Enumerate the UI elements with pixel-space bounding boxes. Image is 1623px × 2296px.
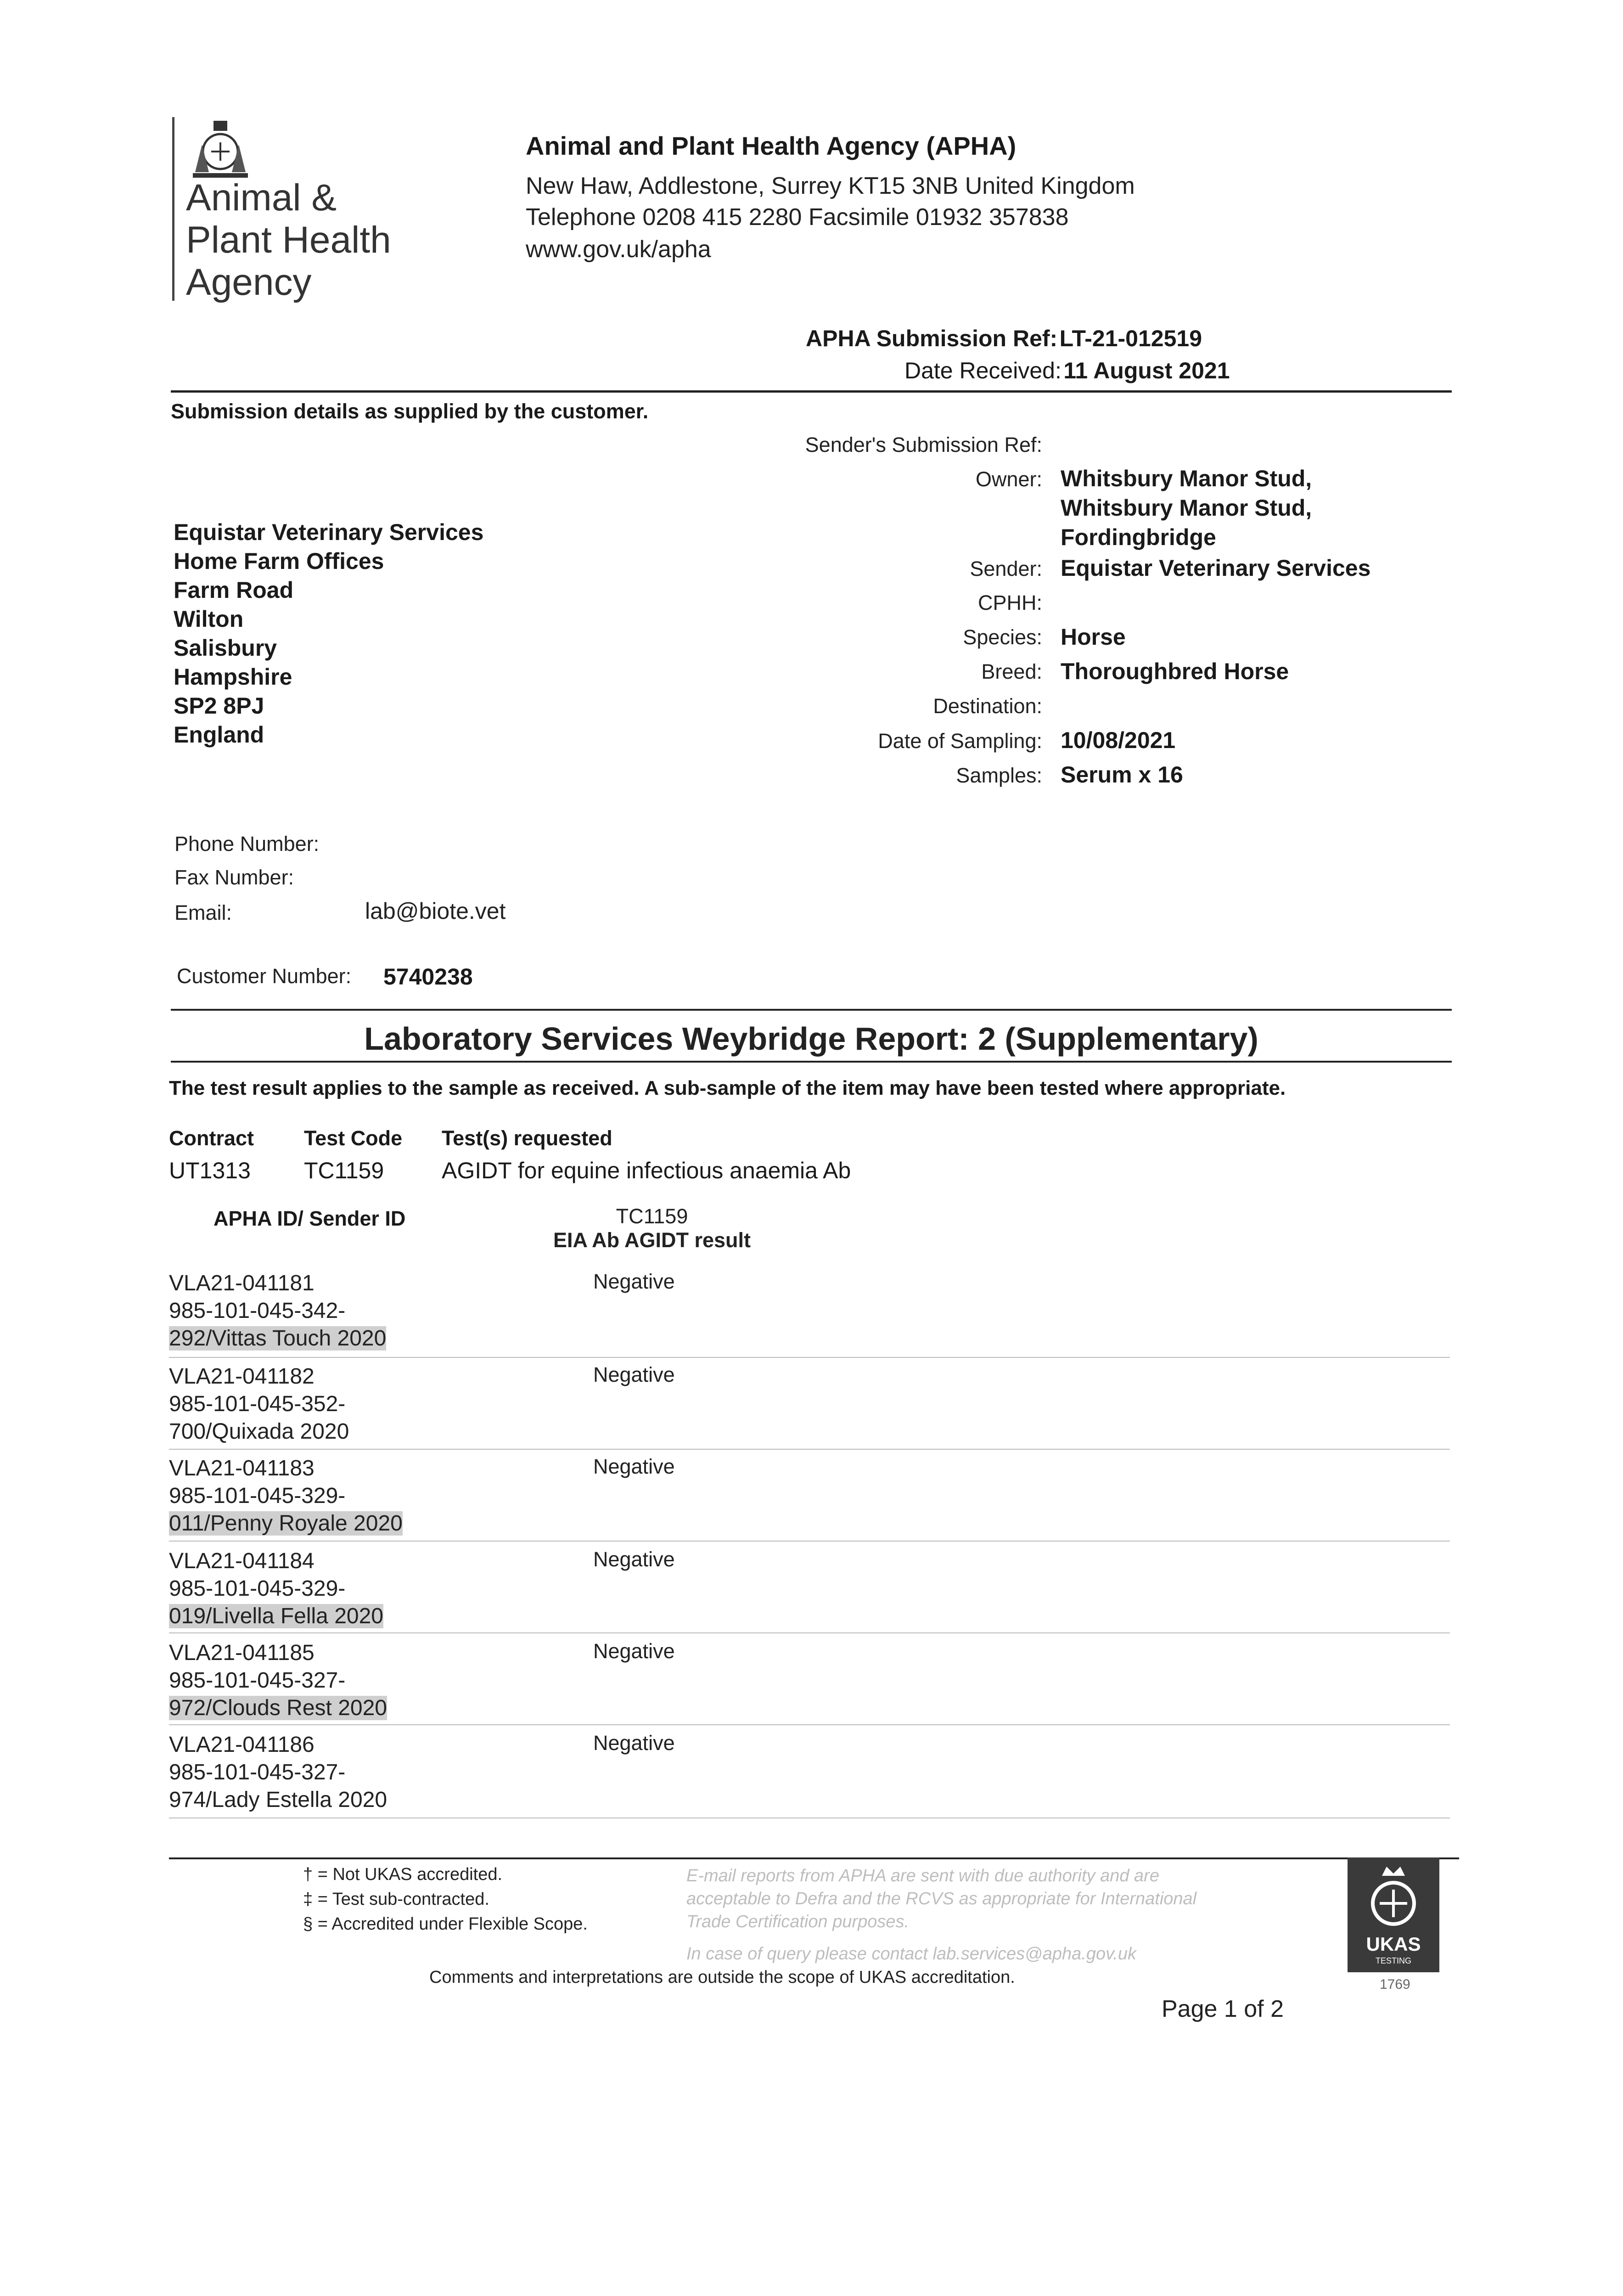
- address-line: Hampshire: [174, 664, 292, 690]
- logo-line: Agency: [186, 261, 312, 303]
- sender-id-line: 292/Vittas Touch 2020: [169, 1326, 387, 1351]
- owner-label: Owner:: [975, 467, 1042, 491]
- customer-note: Submission details as supplied by the customer.: [171, 400, 649, 423]
- breed-label: Breed:: [981, 660, 1042, 683]
- breed-value: Thoroughbred Horse: [1061, 658, 1289, 684]
- table-row: [169, 1455, 403, 1537]
- sender-id-line: 700/Quixada 2020: [169, 1419, 349, 1444]
- agency-name: Animal and Plant Health Agency (APHA): [526, 131, 1016, 160]
- submission-ref-value: LT-21-012519: [1059, 326, 1202, 351]
- note-line: acceptable to Defra and the RCVS as appropriate for International: [686, 1889, 1197, 1908]
- owner-value: [1061, 464, 1312, 552]
- ukas-comments: Comments and interpretations are outside the scope of UKAS accreditation.: [429, 1968, 1015, 1987]
- samples-value: Serum x 16: [1061, 762, 1183, 788]
- result-value: Negative: [593, 1363, 675, 1386]
- sender-id-line: 974/Lady Estella 2020: [169, 1788, 387, 1812]
- owner-line: Whitsbury Manor Stud,: [1061, 466, 1312, 491]
- sampling-date-label: Date of Sampling:: [878, 729, 1042, 753]
- test-code-header: Test Code: [304, 1126, 403, 1150]
- sender-id-line: 985-101-045-342-: [169, 1299, 346, 1323]
- email-label: Email:: [174, 901, 232, 924]
- sender-id-line: 985-101-045-329-: [169, 1484, 346, 1508]
- row-divider: [169, 1541, 1450, 1542]
- ukas-sub-text: TESTING: [1375, 1956, 1411, 1965]
- date-received: [904, 357, 1230, 384]
- address-line: Equistar Veterinary Services: [174, 519, 484, 545]
- royal-crest-icon: [186, 117, 255, 181]
- report-top-rule: [171, 1009, 1452, 1011]
- apha-id: VLA21-041183: [169, 1456, 314, 1480]
- result-header-name: EIA Ab AGIDT result: [553, 1228, 751, 1252]
- samples-label: Samples:: [956, 764, 1042, 787]
- cphh-label: CPHH:: [977, 591, 1042, 614]
- owner-line: Fordingbridge: [1061, 524, 1216, 550]
- email-value: lab@biote.vet: [365, 898, 506, 924]
- legend-line: ‡ = Test sub-contracted.: [303, 1890, 489, 1909]
- address-line: Home Farm Offices: [174, 548, 384, 574]
- submission-ref-label: APHA Submission Ref:: [806, 326, 1058, 351]
- note-line: E-mail reports from APHA are sent with due authority and are: [686, 1866, 1159, 1885]
- agency-logo-text: [186, 177, 391, 304]
- report-bottom-rule: [171, 1061, 1452, 1063]
- table-row: [169, 1639, 387, 1722]
- contract-value: UT1313: [169, 1158, 251, 1183]
- fax-label: Fax Number:: [174, 866, 294, 889]
- id-column-header: APHA ID/ Sender ID: [213, 1207, 406, 1230]
- row-divider: [169, 1357, 1450, 1358]
- row-divider: [169, 1724, 1450, 1725]
- table-row: [169, 1731, 387, 1814]
- sender-id-line: 985-101-045-327-: [169, 1668, 346, 1693]
- owner-line: Whitsbury Manor Stud,: [1061, 495, 1312, 521]
- address-line: SP2 8PJ: [174, 693, 264, 719]
- logo-divider: [172, 117, 174, 301]
- result-value: Negative: [593, 1731, 675, 1755]
- ukas-logo: [1348, 1857, 1439, 1972]
- sender-id-line: 985-101-045-352-: [169, 1392, 346, 1416]
- sender-value: Equistar Veterinary Services: [1061, 555, 1371, 581]
- row-divider: [169, 1632, 1450, 1633]
- result-value: Negative: [593, 1455, 675, 1478]
- sender-id-line: 985-101-045-327-: [169, 1760, 346, 1784]
- row-divider: [169, 1449, 1450, 1450]
- apha-id: VLA21-041182: [169, 1364, 314, 1389]
- logo-line: Animal &: [186, 177, 337, 219]
- header-divider: [171, 390, 1452, 393]
- sender-id-line: 985-101-045-329-: [169, 1576, 346, 1601]
- destination-label: Destination:: [933, 694, 1042, 718]
- table-row: [169, 1270, 386, 1352]
- sender-id-line: 011/Penny Royale 2020: [169, 1511, 403, 1536]
- ukas-crown-icon: [1348, 1857, 1439, 1936]
- tests-requested-header: Test(s) requested: [442, 1126, 612, 1150]
- sampling-date-value: 10/08/2021: [1061, 727, 1176, 753]
- legend-line: † = Not UKAS accredited.: [303, 1865, 503, 1884]
- apha-id: VLA21-041184: [169, 1549, 314, 1573]
- agency-website: www.gov.uk/apha: [526, 236, 711, 263]
- test-code-value: TC1159: [304, 1158, 384, 1183]
- address-line: Wilton: [174, 606, 244, 632]
- senders-ref-label: Sender's Submission Ref:: [805, 433, 1042, 456]
- note-line: Trade Certification purposes.: [686, 1912, 910, 1931]
- submission-ref: [806, 325, 1202, 352]
- sender-id-line: 972/Clouds Rest 2020: [169, 1696, 387, 1720]
- apha-id: VLA21-041186: [169, 1733, 314, 1757]
- date-received-value: 11 August 2021: [1063, 358, 1230, 383]
- result-header-code: TC1159: [616, 1204, 688, 1228]
- table-row: [169, 1363, 349, 1446]
- report-applies-note: The test result applies to the sample as received. A sub-sample of the item may have been tested where appropriate.: [169, 1077, 1286, 1099]
- phone-label: Phone Number:: [174, 832, 320, 855]
- address-line: Farm Road: [174, 577, 294, 603]
- sender-id-line: 019/Livella Fella 2020: [169, 1604, 383, 1628]
- result-value: Negative: [593, 1639, 675, 1663]
- customer-address: [174, 518, 483, 749]
- ukas-text: UKAS: [1366, 1933, 1421, 1955]
- footer-rule: [169, 1857, 1459, 1859]
- species-value: Horse: [1061, 624, 1126, 650]
- result-value: Negative: [593, 1270, 675, 1293]
- test-requested-value: AGIDT for equine infectious anaemia Ab: [442, 1158, 851, 1183]
- sender-label: Sender:: [970, 557, 1042, 580]
- date-received-label: Date Received:: [904, 358, 1061, 383]
- report-title: Laboratory Services Weybridge Report: 2 (Supplementary): [364, 1021, 1258, 1057]
- email-reports-note: [686, 1864, 1196, 1965]
- customer-number-label: Customer Number:: [177, 964, 352, 988]
- apha-id: VLA21-041185: [169, 1641, 314, 1665]
- agency-phone-fax: Telephone 0208 415 2280 Facsimile 01932 357838: [526, 204, 1069, 231]
- table-row: [169, 1548, 383, 1630]
- ukas-number: 1769: [1380, 1977, 1410, 1992]
- agency-address: New Haw, Addlestone, Surrey KT15 3NB United Kingdom: [526, 173, 1135, 199]
- footer-legend: [303, 1862, 588, 1936]
- customer-number-value: 5740238: [383, 964, 473, 990]
- result-value: Negative: [593, 1548, 675, 1571]
- contract-header: Contract: [169, 1126, 254, 1150]
- address-line: England: [174, 722, 264, 748]
- note-line: In case of query please contact lab.services@apha.gov.uk: [686, 1944, 1136, 1964]
- logo-line: Plant Health: [186, 219, 391, 261]
- apha-id: VLA21-041181: [169, 1271, 314, 1295]
- address-line: Salisbury: [174, 635, 277, 661]
- species-label: Species:: [963, 625, 1042, 649]
- page-number: Page 1 of 2: [1162, 1996, 1284, 2022]
- result-column-header: [533, 1204, 771, 1252]
- legend-line: § = Accredited under Flexible Scope.: [303, 1914, 588, 1934]
